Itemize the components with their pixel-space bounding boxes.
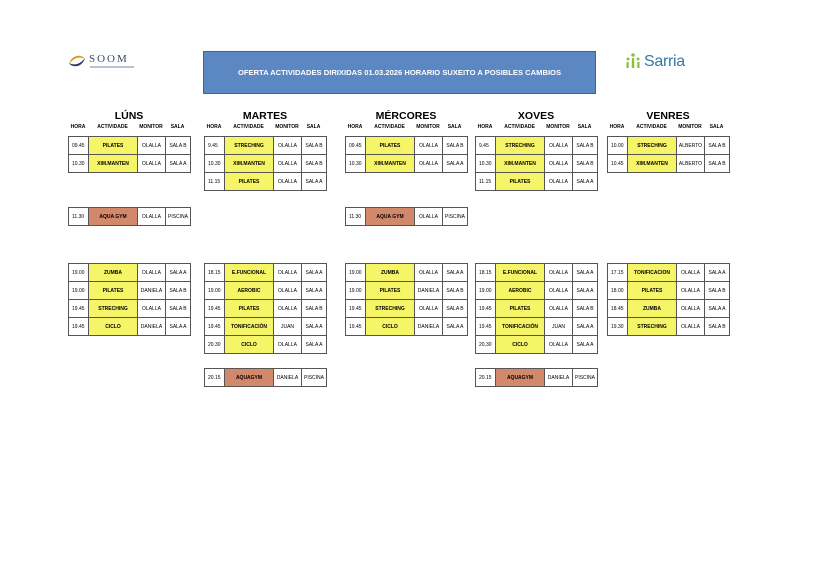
time-cell: 19.45 bbox=[476, 300, 496, 318]
monitor-cell: OLALLA bbox=[415, 155, 443, 173]
activity-cell: E.FUNCIONAL bbox=[225, 264, 274, 282]
schedule-row bbox=[69, 282, 191, 300]
soom-logo bbox=[66, 50, 136, 72]
column-headers bbox=[204, 124, 326, 130]
room-cell: SALA A bbox=[573, 264, 598, 282]
monitor-cell: OLALLA bbox=[274, 336, 302, 354]
time-cell: 19.45 bbox=[346, 318, 366, 336]
activity-cell: ZUMBA bbox=[628, 300, 677, 318]
schedule-row bbox=[476, 155, 598, 173]
column-header-hora: HORA bbox=[70, 124, 86, 130]
room-cell: SALA A bbox=[573, 336, 598, 354]
monitor-cell: DANIELA bbox=[415, 318, 443, 336]
schedule-row bbox=[205, 137, 327, 155]
column-header-sala: SALA bbox=[306, 124, 321, 130]
room-cell: SALA B bbox=[443, 137, 468, 155]
activity-cell: PILATES bbox=[366, 137, 415, 155]
room-cell: SALA A bbox=[573, 318, 598, 336]
activity-cell: XIM.MANTEN bbox=[366, 155, 415, 173]
time-cell: 18.15 bbox=[205, 264, 225, 282]
time-cell: 20.15 bbox=[476, 369, 496, 387]
schedule-row bbox=[205, 300, 327, 318]
monitor-cell: DANIELA bbox=[274, 369, 302, 387]
room-cell: SALA B bbox=[443, 300, 468, 318]
monitor-cell: DANIELA bbox=[138, 318, 166, 336]
room-cell: SALA B bbox=[705, 155, 730, 173]
time-cell: 11.30 bbox=[346, 208, 366, 226]
room-cell: SALA B bbox=[573, 155, 598, 173]
activity-cell: STRECHING bbox=[496, 137, 545, 155]
time-cell: 10.30 bbox=[69, 155, 89, 173]
time-cell: 18.45 bbox=[608, 300, 628, 318]
activity-cell: XIM.MANTEN bbox=[628, 155, 677, 173]
soom-logo-text: SOOM bbox=[89, 53, 129, 65]
column-header-hora: HORA bbox=[477, 124, 493, 130]
schedule-row bbox=[205, 282, 327, 300]
monitor-cell: OLALLA bbox=[274, 137, 302, 155]
column-header-actividade: ACTIVIDADE bbox=[233, 124, 264, 130]
schedule-row bbox=[346, 318, 468, 336]
room-cell: SALA B bbox=[166, 282, 191, 300]
schedule-table-aqua_evening bbox=[204, 368, 327, 387]
activity-cell: ZUMBA bbox=[89, 264, 138, 282]
schedule-table-morning bbox=[345, 136, 468, 173]
room-cell: PISCINA bbox=[443, 208, 468, 226]
room-cell: SALA B bbox=[302, 300, 327, 318]
time-cell: 19.00 bbox=[205, 282, 225, 300]
schedule-row bbox=[205, 369, 327, 387]
column-header-sala: SALA bbox=[577, 124, 592, 130]
activity-cell: XIM.MANTEN bbox=[225, 155, 274, 173]
schedule-row bbox=[476, 173, 598, 191]
column-headers bbox=[345, 124, 467, 130]
room-cell: SALA A bbox=[302, 173, 327, 191]
column-header-sala: SALA bbox=[170, 124, 185, 130]
room-cell: SALA B bbox=[302, 155, 327, 173]
activity-cell: PILATES bbox=[225, 300, 274, 318]
activity-cell: TONIFICACIÓN bbox=[225, 318, 274, 336]
schedule-row bbox=[205, 318, 327, 336]
time-cell: 19.45 bbox=[205, 300, 225, 318]
schedule-row bbox=[476, 282, 598, 300]
schedule-row bbox=[69, 300, 191, 318]
schedule-table-aqua_evening bbox=[475, 368, 598, 387]
monitor-cell: OLALLA bbox=[274, 155, 302, 173]
day-title-1: MARTES bbox=[242, 110, 288, 122]
time-cell: 9.45 bbox=[476, 137, 496, 155]
column-headers bbox=[475, 124, 597, 130]
schedule-row bbox=[476, 336, 598, 354]
monitor-cell: OLALLA bbox=[415, 208, 443, 226]
column-headers bbox=[68, 124, 190, 130]
monitor-cell: OLALLA bbox=[677, 264, 705, 282]
activity-cell: XIM.MANTEN bbox=[89, 155, 138, 173]
time-cell: 19.00 bbox=[346, 282, 366, 300]
time-cell: 18.00 bbox=[608, 282, 628, 300]
activity-cell: STRECHING bbox=[225, 137, 274, 155]
time-cell: 09.45 bbox=[346, 137, 366, 155]
monitor-cell: OLALLA bbox=[138, 208, 166, 226]
room-cell: SALA A bbox=[302, 282, 327, 300]
time-cell: 10.45 bbox=[608, 155, 628, 173]
schedule-row bbox=[346, 300, 468, 318]
monitor-cell: ALBERTO bbox=[677, 137, 705, 155]
activity-cell: PILATES bbox=[89, 282, 138, 300]
room-cell: SALA A bbox=[443, 264, 468, 282]
schedule-table-morning bbox=[204, 136, 327, 191]
schedule-row bbox=[608, 264, 730, 282]
schedule-row bbox=[205, 155, 327, 173]
time-cell: 19.00 bbox=[69, 264, 89, 282]
activity-cell: AQUA GYM bbox=[366, 208, 415, 226]
schedule-row bbox=[205, 336, 327, 354]
schedule-row bbox=[346, 208, 468, 226]
monitor-cell: OLALLA bbox=[677, 318, 705, 336]
time-cell: 11.30 bbox=[69, 208, 89, 226]
activity-cell: PILATES bbox=[89, 137, 138, 155]
time-cell: 19.00 bbox=[476, 282, 496, 300]
column-header-monitor: MONITOR bbox=[546, 124, 570, 130]
activity-cell: AQUAGYM bbox=[225, 369, 274, 387]
sarria-people-icon bbox=[624, 52, 642, 72]
schedule-row bbox=[346, 137, 468, 155]
monitor-cell: JUAN bbox=[274, 318, 302, 336]
activity-cell: PILATES bbox=[496, 173, 545, 191]
time-cell: 18.15 bbox=[476, 264, 496, 282]
room-cell: SALA A bbox=[705, 264, 730, 282]
column-header-actividade: ACTIVIDADE bbox=[636, 124, 667, 130]
activity-cell: STRECHING bbox=[366, 300, 415, 318]
column-header-monitor: MONITOR bbox=[416, 124, 440, 130]
activity-cell: AEROBIC bbox=[225, 282, 274, 300]
room-cell: SALA A bbox=[302, 264, 327, 282]
activity-cell: ZUMBA bbox=[366, 264, 415, 282]
schedule-table-aqua_morning bbox=[345, 207, 468, 226]
sarria-logo-text: Sarria bbox=[644, 53, 685, 70]
activity-cell: AQUA GYM bbox=[89, 208, 138, 226]
room-cell: SALA B bbox=[166, 137, 191, 155]
room-cell: SALA A bbox=[443, 318, 468, 336]
column-headers bbox=[607, 124, 729, 130]
column-header-sala: SALA bbox=[709, 124, 724, 130]
time-cell: 19.00 bbox=[69, 282, 89, 300]
soom-logo-underline bbox=[90, 66, 134, 68]
time-cell: 19.45 bbox=[69, 300, 89, 318]
day-title-3: XOVES bbox=[517, 110, 555, 122]
time-cell: 10.30 bbox=[346, 155, 366, 173]
monitor-cell: ALBERTO bbox=[677, 155, 705, 173]
day-title-2: MÉRCORES bbox=[375, 110, 437, 122]
monitor-cell: OLALLA bbox=[274, 173, 302, 191]
activity-cell: PILATES bbox=[628, 282, 677, 300]
schedule-row bbox=[69, 264, 191, 282]
schedule-table-aqua_morning bbox=[68, 207, 191, 226]
schedule-row bbox=[69, 137, 191, 155]
schedule-row bbox=[69, 155, 191, 173]
monitor-cell: OLALLA bbox=[677, 300, 705, 318]
activity-cell: STRECHING bbox=[628, 318, 677, 336]
schedule-row bbox=[608, 318, 730, 336]
room-cell: SALA B bbox=[166, 300, 191, 318]
schedule-table-evening bbox=[607, 263, 730, 336]
room-cell: SALA A bbox=[166, 155, 191, 173]
time-cell: 10.30 bbox=[476, 155, 496, 173]
activity-cell: TONIFICACIÓN bbox=[496, 318, 545, 336]
time-cell: 09.45 bbox=[69, 137, 89, 155]
monitor-cell: OLALLA bbox=[545, 300, 573, 318]
sarria-logo bbox=[624, 52, 694, 74]
time-cell: 19.45 bbox=[476, 318, 496, 336]
activity-cell: CICLO bbox=[366, 318, 415, 336]
schedule-table-evening bbox=[475, 263, 598, 354]
monitor-cell: OLALLA bbox=[545, 264, 573, 282]
monitor-cell: OLALLA bbox=[274, 282, 302, 300]
schedule-row bbox=[205, 264, 327, 282]
room-cell: SALA B bbox=[705, 137, 730, 155]
activity-cell: STRECHING bbox=[628, 137, 677, 155]
activity-cell: AQUAGYM bbox=[496, 369, 545, 387]
time-cell: 20.30 bbox=[205, 336, 225, 354]
time-cell: 10.30 bbox=[205, 155, 225, 173]
room-cell: SALA A bbox=[166, 264, 191, 282]
room-cell: SALA B bbox=[573, 137, 598, 155]
monitor-cell: DANIELA bbox=[415, 282, 443, 300]
schedule-row bbox=[476, 369, 598, 387]
schedule-banner: OFERTA ACTIVIDADES DIRIXIDAS 01.03.2026 HORARIO SUXEITO A POSIBLES CAMBIOS bbox=[203, 51, 596, 94]
room-cell: SALA A bbox=[573, 173, 598, 191]
room-cell: SALA A bbox=[705, 300, 730, 318]
column-header-monitor: MONITOR bbox=[139, 124, 163, 130]
column-header-actividade: ACTIVIDADE bbox=[374, 124, 405, 130]
activity-cell: STRECHING bbox=[89, 300, 138, 318]
schedule-table-morning bbox=[475, 136, 598, 191]
activity-cell: CICLO bbox=[225, 336, 274, 354]
time-cell: 10.00 bbox=[608, 137, 628, 155]
room-cell: SALA A bbox=[443, 155, 468, 173]
monitor-cell: OLALLA bbox=[415, 300, 443, 318]
time-cell: 19.45 bbox=[346, 300, 366, 318]
monitor-cell: OLALLA bbox=[545, 173, 573, 191]
monitor-cell: OLALLA bbox=[138, 264, 166, 282]
schedule-row bbox=[346, 282, 468, 300]
schedule-row bbox=[346, 264, 468, 282]
time-cell: 11.15 bbox=[205, 173, 225, 191]
room-cell: SALA A bbox=[302, 336, 327, 354]
monitor-cell: JUAN bbox=[545, 318, 573, 336]
schedule-row bbox=[346, 155, 468, 173]
room-cell: SALA B bbox=[705, 318, 730, 336]
time-cell: 19.45 bbox=[69, 318, 89, 336]
column-header-hora: HORA bbox=[609, 124, 625, 130]
time-cell: 19.30 bbox=[608, 318, 628, 336]
column-header-hora: HORA bbox=[347, 124, 363, 130]
room-cell: SALA A bbox=[573, 282, 598, 300]
monitor-cell: OLALLA bbox=[138, 155, 166, 173]
column-header-actividade: ACTIVIDADE bbox=[504, 124, 535, 130]
schedule-row bbox=[476, 300, 598, 318]
monitor-cell: OLALLA bbox=[545, 336, 573, 354]
soom-swirl-icon bbox=[66, 50, 88, 72]
activity-cell: PILATES bbox=[496, 300, 545, 318]
activity-cell: E.FUNCIONAL bbox=[496, 264, 545, 282]
schedule-row bbox=[69, 208, 191, 226]
time-cell: 19.45 bbox=[205, 318, 225, 336]
monitor-cell: OLALLA bbox=[415, 137, 443, 155]
schedule-row bbox=[205, 173, 327, 191]
schedule-row bbox=[608, 155, 730, 173]
activity-cell: CICLO bbox=[496, 336, 545, 354]
monitor-cell: OLALLA bbox=[274, 264, 302, 282]
monitor-cell: OLALLA bbox=[545, 137, 573, 155]
time-cell: 11.15 bbox=[476, 173, 496, 191]
room-cell: PISCINA bbox=[302, 369, 327, 387]
monitor-cell: OLALLA bbox=[545, 282, 573, 300]
schedule-table-morning bbox=[607, 136, 730, 173]
activity-cell: PILATES bbox=[366, 282, 415, 300]
time-cell: 17.15 bbox=[608, 264, 628, 282]
day-title-4: VENRES bbox=[646, 110, 690, 122]
room-cell: SALA A bbox=[166, 318, 191, 336]
schedule-table-evening bbox=[68, 263, 191, 336]
room-cell: PISCINA bbox=[573, 369, 598, 387]
activity-cell: CICLO bbox=[89, 318, 138, 336]
room-cell: SALA B bbox=[705, 282, 730, 300]
column-header-hora: HORA bbox=[206, 124, 222, 130]
room-cell: SALA B bbox=[302, 137, 327, 155]
time-cell: 19.00 bbox=[346, 264, 366, 282]
time-cell: 9.45 bbox=[205, 137, 225, 155]
room-cell: PISCINA bbox=[166, 208, 191, 226]
schedule-row bbox=[476, 318, 598, 336]
monitor-cell: DANIELA bbox=[545, 369, 573, 387]
monitor-cell: OLALLA bbox=[138, 137, 166, 155]
schedule-row bbox=[608, 282, 730, 300]
activity-cell: PILATES bbox=[225, 173, 274, 191]
room-cell: SALA B bbox=[573, 300, 598, 318]
column-header-actividade: ACTIVIDADE bbox=[97, 124, 128, 130]
monitor-cell: OLALLA bbox=[138, 300, 166, 318]
time-cell: 20.15 bbox=[205, 369, 225, 387]
schedule-table-morning bbox=[68, 136, 191, 173]
schedule-row bbox=[608, 137, 730, 155]
schedule-table-evening bbox=[204, 263, 327, 354]
column-header-monitor: MONITOR bbox=[678, 124, 702, 130]
activity-cell: TONIFICACION bbox=[628, 264, 677, 282]
activity-cell: XIM.MANTEN bbox=[496, 155, 545, 173]
monitor-cell: OLALLA bbox=[545, 155, 573, 173]
monitor-cell: OLALLA bbox=[274, 300, 302, 318]
schedule-table-evening bbox=[345, 263, 468, 336]
monitor-cell: OLALLA bbox=[415, 264, 443, 282]
schedule-row bbox=[608, 300, 730, 318]
activity-cell: AEROBIC bbox=[496, 282, 545, 300]
time-cell: 20.30 bbox=[476, 336, 496, 354]
monitor-cell: DANIELA bbox=[138, 282, 166, 300]
day-title-0: LÚNS bbox=[114, 110, 144, 122]
column-header-sala: SALA bbox=[447, 124, 462, 130]
room-cell: SALA A bbox=[302, 318, 327, 336]
room-cell: SALA B bbox=[443, 282, 468, 300]
schedule-row bbox=[476, 137, 598, 155]
schedule-row bbox=[69, 318, 191, 336]
schedule-row bbox=[476, 264, 598, 282]
monitor-cell: OLALLA bbox=[677, 282, 705, 300]
column-header-monitor: MONITOR bbox=[275, 124, 299, 130]
